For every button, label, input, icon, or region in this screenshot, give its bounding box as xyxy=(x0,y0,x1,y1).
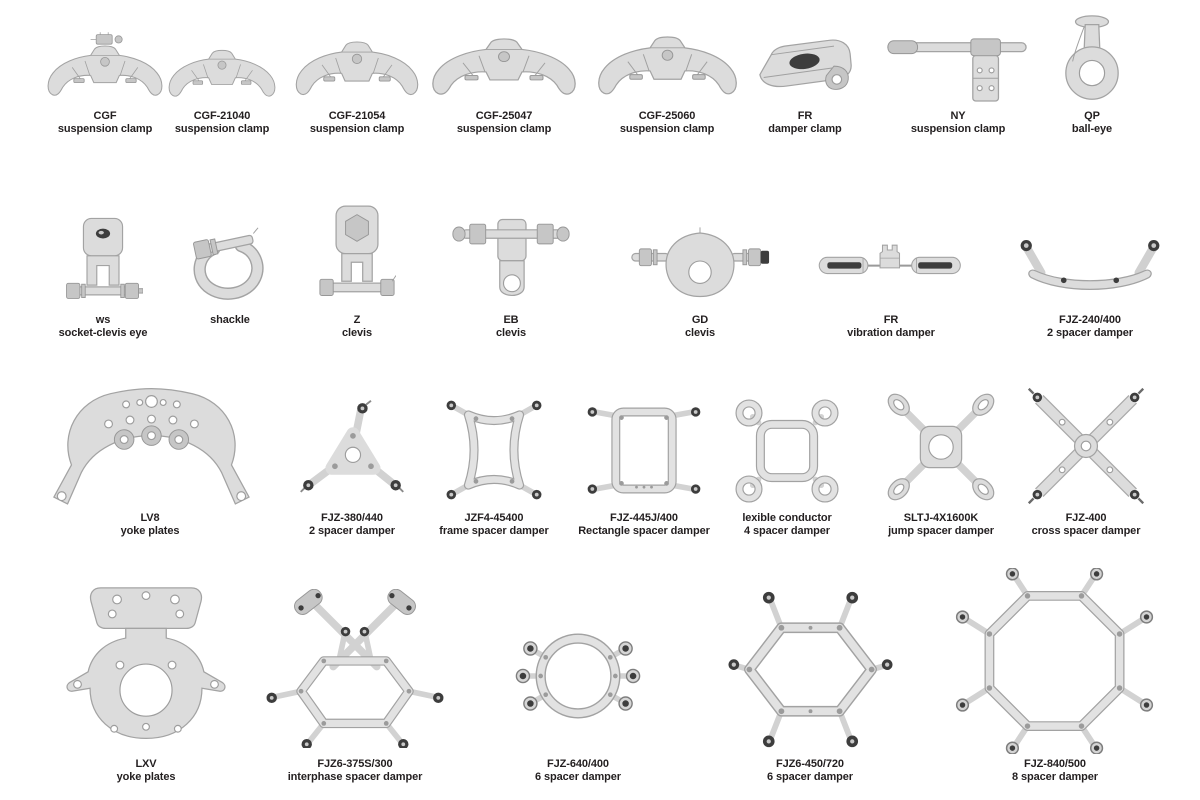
product-image xyxy=(625,190,775,310)
product-image xyxy=(1011,374,1161,508)
interphase-spacer-icon xyxy=(265,589,445,748)
product-sltj-4x1600k xyxy=(866,374,1016,538)
frame-spacer-icon xyxy=(438,392,550,508)
two-spacer-damper-icon xyxy=(1015,221,1165,302)
product-code: ws xyxy=(95,314,111,326)
product-desc: 2 spacer damper xyxy=(1047,327,1133,339)
product-image xyxy=(866,374,1016,508)
product-code: CGF-21054 xyxy=(328,110,386,122)
product-code: CGF-25060 xyxy=(638,110,696,122)
product-code: JZF4-45400 xyxy=(464,512,524,524)
product-fjz-400 xyxy=(1011,374,1161,538)
product-cgf-25047 xyxy=(429,10,579,136)
product-desc: jump spacer damper xyxy=(888,525,994,537)
product-desc: suspension clamp xyxy=(910,123,1006,135)
damper-clamp-icon xyxy=(750,30,860,106)
gd-clevis-icon xyxy=(630,218,770,304)
eb-clevis-icon xyxy=(451,208,571,306)
product-code: lexible conductor xyxy=(742,512,832,524)
product-desc: suspension clamp xyxy=(456,123,552,135)
product-image xyxy=(730,10,880,106)
vibration-damper-icon xyxy=(816,230,966,296)
product-image xyxy=(429,10,579,106)
product-image xyxy=(935,566,1175,754)
product-image xyxy=(282,190,432,310)
product-fr-damper-clamp xyxy=(730,10,880,136)
product-desc: 4 spacer damper xyxy=(744,525,830,537)
product-image xyxy=(50,374,250,508)
product-image xyxy=(1015,190,1165,310)
product-jzf4-45400 xyxy=(419,374,569,538)
socket-clevis-eye-icon xyxy=(63,214,143,310)
product-image xyxy=(712,374,862,508)
product-ny xyxy=(883,10,1033,136)
product-desc: 2 spacer damper xyxy=(309,525,395,537)
product-cgf-21054 xyxy=(282,10,432,136)
product-desc: frame spacer damper xyxy=(439,525,549,537)
product-desc: 6 spacer damper xyxy=(767,771,853,783)
product-fjz6-450-720 xyxy=(710,566,910,784)
product-gd-clevis xyxy=(625,190,775,340)
product-image xyxy=(419,374,569,508)
product-image xyxy=(277,374,427,508)
suspension-clamp-icon xyxy=(595,34,740,106)
product-image xyxy=(710,566,910,754)
product-image xyxy=(255,566,455,754)
four-spacer-icon xyxy=(730,394,844,508)
product-code: LV8 xyxy=(140,512,160,524)
product-desc: suspension clamp xyxy=(174,123,270,135)
product-cgf-25060 xyxy=(592,10,742,136)
product-desc: 6 spacer damper xyxy=(535,771,621,783)
suspension-clamp-icon xyxy=(293,39,421,106)
product-image xyxy=(816,190,966,310)
six-spacer-ring-icon xyxy=(508,606,648,746)
product-desc: suspension clamp xyxy=(309,123,405,135)
product-image xyxy=(282,10,432,106)
product-fr-vibration-damper xyxy=(816,190,966,340)
product-code: SLTJ-4X1600K xyxy=(903,512,979,524)
product-code: LXV xyxy=(135,758,157,770)
product-code: FJZ-445J/400 xyxy=(610,512,678,524)
z-clevis-icon xyxy=(318,203,396,310)
yoke-plate-lxv-icon xyxy=(64,582,228,752)
product-desc: cross spacer damper xyxy=(1031,525,1141,537)
suspension-clamp-icon xyxy=(429,36,579,106)
product-code: GD xyxy=(691,314,709,326)
product-code: Z xyxy=(353,314,361,326)
product-image xyxy=(436,190,586,310)
product-lv8 xyxy=(50,374,250,538)
product-code: FJZ6-450/720 xyxy=(776,758,844,770)
product-code: EB xyxy=(503,314,519,326)
product-code: FJZ-380/440 xyxy=(321,512,383,524)
product-desc: vibration damper xyxy=(847,327,935,339)
product-desc: clevis xyxy=(342,327,372,339)
product-desc: damper clamp xyxy=(768,123,842,135)
product-image xyxy=(569,374,719,508)
product-code: FJZ-840/500 xyxy=(1024,758,1086,770)
ball-eye-icon xyxy=(1059,13,1125,106)
product-desc: yoke plates xyxy=(116,771,176,783)
product-desc: suspension clamp xyxy=(57,123,153,135)
product-image xyxy=(46,566,246,754)
product-image xyxy=(1017,10,1167,106)
product-code: NY xyxy=(950,110,966,122)
product-code: FR xyxy=(797,110,813,122)
rod-suspension-clamp-icon xyxy=(884,19,1032,106)
product-desc: shackle xyxy=(210,314,250,326)
product-fjz-445j-400 xyxy=(569,374,719,538)
product-fjz-840-500 xyxy=(935,566,1175,784)
product-desc: clevis xyxy=(685,327,715,339)
product-image xyxy=(883,10,1033,106)
product-desc: suspension clamp xyxy=(619,123,715,135)
product-code: FJZ-400 xyxy=(1065,512,1107,524)
product-code: CGF xyxy=(93,110,117,122)
product-qp xyxy=(1017,10,1167,136)
cross-spacer-icon xyxy=(1024,384,1148,508)
eight-spacer-octagon-icon xyxy=(940,568,1170,754)
product-image xyxy=(478,566,678,754)
product-z-clevis xyxy=(282,190,432,340)
six-spacer-hex-icon xyxy=(728,587,893,752)
yoke-plate-icon xyxy=(50,375,250,508)
product-desc: interphase spacer damper xyxy=(287,771,423,783)
product-image xyxy=(592,10,742,106)
product-fjz6-375s-300 xyxy=(255,566,455,784)
product-desc: Rectangle spacer damper xyxy=(578,525,710,537)
three-arm-spacer-icon xyxy=(296,396,408,508)
rectangle-spacer-icon xyxy=(582,393,706,508)
product-lxv xyxy=(46,566,246,784)
product-fjz-640-400 xyxy=(478,566,678,784)
product-code: FJZ6-375S/300 xyxy=(317,758,393,770)
product-image xyxy=(147,10,297,106)
product-code: CGF-21040 xyxy=(193,110,251,122)
jump-spacer-icon xyxy=(880,386,1002,508)
product-code: CGF-25047 xyxy=(475,110,533,122)
product-desc: socket-clevis eye xyxy=(58,327,148,339)
product-desc: yoke plates xyxy=(120,525,180,537)
product-desc: ball-eye xyxy=(1071,123,1113,135)
product-desc: 8 spacer damper xyxy=(1012,771,1098,783)
product-fjz-380-440 xyxy=(277,374,427,538)
suspension-clamp-icon xyxy=(166,48,278,106)
product-code: FR xyxy=(883,314,899,326)
product-eb-clevis xyxy=(436,190,586,340)
product-code: QP xyxy=(1084,110,1100,122)
shackle-icon xyxy=(183,220,278,304)
product-desc: clevis xyxy=(496,327,526,339)
product-code: FJZ-640/400 xyxy=(547,758,609,770)
product-fjz-240-400 xyxy=(1015,190,1165,340)
product-flexible-4-spacer xyxy=(712,374,862,538)
product-code: FJZ-240/400 xyxy=(1059,314,1121,326)
product-cgf-21040 xyxy=(147,10,297,136)
